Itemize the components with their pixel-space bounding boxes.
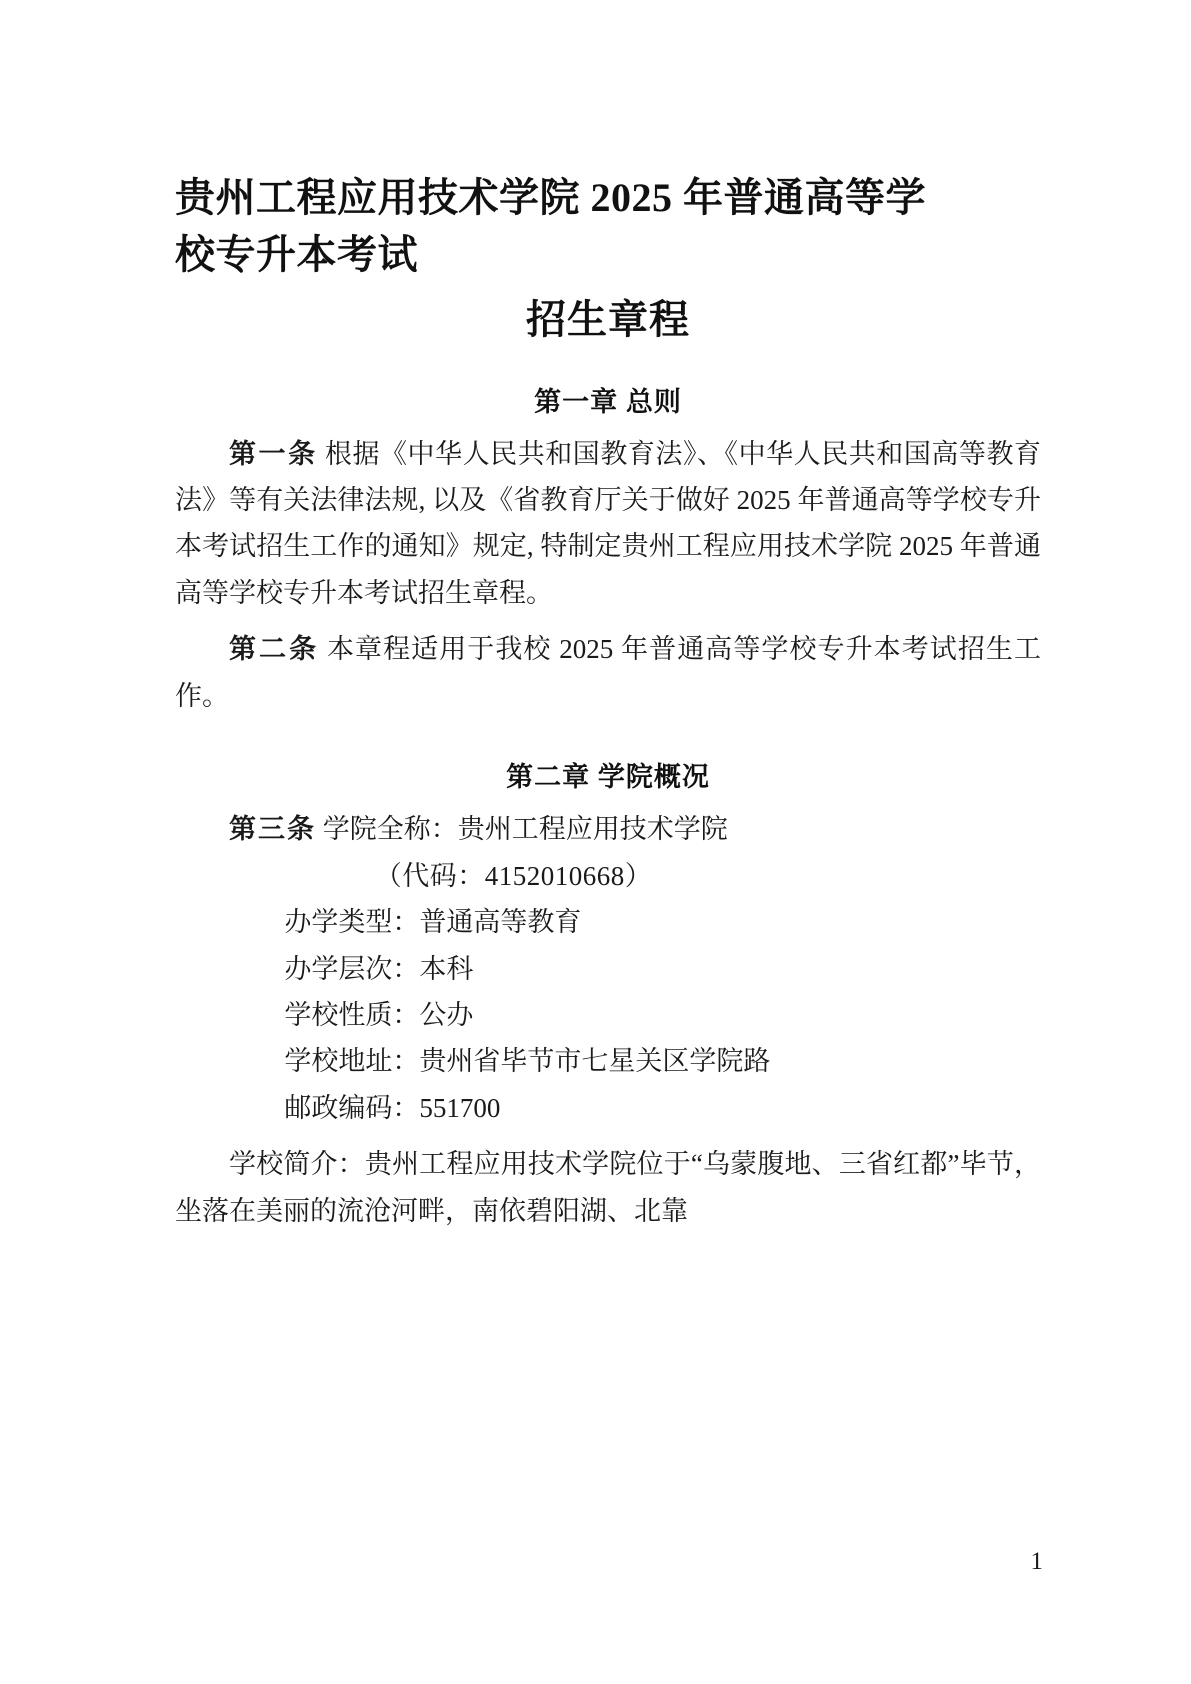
school-address: 学校地址：贵州省毕节市七星关区学院路 [284, 1046, 771, 1077]
school-code: （代码：4152010668） [374, 860, 653, 891]
chapter-2-heading: 第二章 学院概况 [506, 762, 710, 793]
article-2-label: 第二条 [229, 634, 320, 665]
page-title-line-1: 贵州工程应用技术学院 2025 年普通高等学 [175, 175, 926, 220]
article-3-text: 学院全称：贵州工程应用技术学院 [322, 814, 728, 845]
article-1-text: 根据《中华人民共和国教育法》、《中华人民共和国高等教育法》等有关法律法规, 以及《省教育厅关于做好 2025 年普通高等学校专升本考试招生工作的通知》规定, 特制定贵州工程应用技术学院 2025 年普通高等学校专升本考试招生章程。 [175, 438, 1042, 608]
article-3-label: 第三条 [229, 814, 316, 845]
page-title [175, 170, 1041, 284]
school-type: 办学类型：普通高等教育 [284, 907, 582, 938]
article-3-paragraph [175, 806, 1041, 852]
article-2-text: 本章程适用于我校 2025 年普通高等学校专升本考试招生工作。 [175, 634, 1041, 711]
school-postcode: 邮政编码：551700 [284, 1092, 501, 1123]
school-info-block [175, 806, 1041, 1131]
school-nature: 学校性质：公办 [284, 999, 474, 1030]
article-1-label: 第一条 [229, 438, 318, 469]
page-title-line-2: 校专升本考试 [175, 231, 418, 277]
chapter-1-heading: 第一章 总则 [534, 386, 682, 417]
article-2-paragraph [175, 626, 1041, 719]
article-1-paragraph [175, 431, 1041, 617]
school-introduction: 学校简介：贵州工程应用技术学院位于“乌蒙腹地、三省红都”毕节，坐落在美丽的流沧河畔，南依碧阳湖、北靠 [175, 1149, 1041, 1226]
school-level: 办学层次：本科 [284, 953, 474, 984]
page-number: 1 [1030, 1548, 1043, 1575]
page-subtitle: 招生章程 [526, 296, 690, 342]
